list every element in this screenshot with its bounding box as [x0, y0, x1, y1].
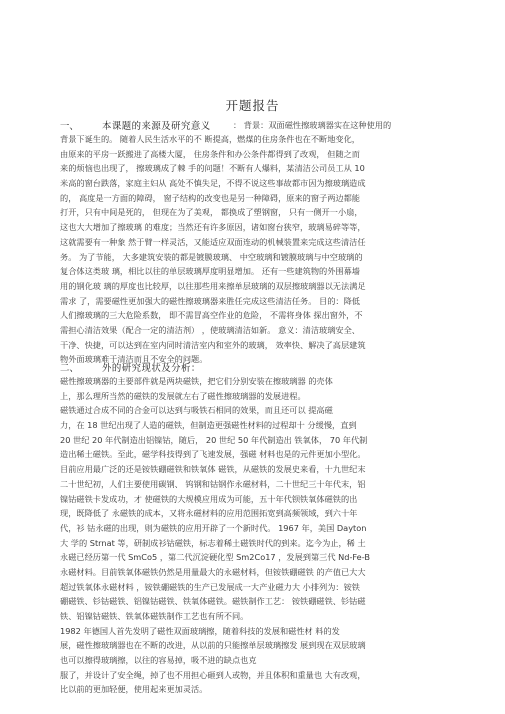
text-line: 超过铁氧体永磁材料 ，铵铁硼磁铁的生产已发展成一大产业磁力大 小排列为：铵铁	[60, 581, 360, 592]
text-line: 镍钴磁铁卡发成功，才 使磁铁的大规模应用成为可能，五十年代钡铁氧体磁铁的出	[60, 493, 358, 504]
text-line: 需求 了，需要磁性更加强大的磁性擦玻璃器来胜任完成这些清洁任务。 目的：降低	[60, 295, 360, 306]
text-line: 永磁已经历第一代 SmCo5 ，第二代沉淀硬化型 Sm2Co17 ，发展到第三代 Nd-Fe-B	[60, 552, 371, 563]
section-title: 外的研究现状及分析：	[102, 363, 201, 374]
text-line: 比以前的更加轻便，使用起来更加灵活。	[60, 684, 208, 695]
text-line: 磁铁通过合成不同的合金可以达到与吸铁石相同的效果，而且还可以 提高磁	[60, 405, 333, 416]
text-line: 造出稀土磁铁。至此，磁学科技得到了飞速发展，强磁 材料也是的元件更加小型化。	[60, 449, 366, 460]
text-line: 目前应用最广泛的还是铵铁硼磁铁和铁氧体 磁铁，从磁铁的发展史来看，十九世纪末	[60, 464, 366, 475]
text-line: 来的烦恼也出现了， 擦玻璃成了棘 手的问题！不断有人爆料，某清洁公司员工从 10	[60, 163, 365, 174]
text-line: 这也大大增加了擦玻璃 的难度；当然还有许多原因，诸如窗台狭窄，玻璃易碎等等，	[60, 222, 366, 233]
text-line: 磁性擦玻璃器的主要部件就是两块磁铁，把它们分别安装在擦玻璃器 的壳体	[60, 376, 333, 386]
section-body-2	[60, 374, 452, 697]
page-title: 开题报告	[225, 98, 280, 113]
text-line: 人们擦玻璃的三大危险系数， 即不需冒高空作业的危险， 不需将身体 探出窗外，不	[60, 310, 363, 321]
text-line: 务。 为了节能， 大多建筑安装的都是镀膜玻璃、 中空玻璃和镀膜玻璃与中空玻璃的	[60, 251, 363, 262]
text-line: 上，那么理所当然的磁铁的发展就左右了磁性擦玻璃器的发展进程。	[60, 390, 306, 401]
section-heading-1	[60, 118, 211, 132]
text-line: 硼磁铁、钐钴磁铁、铝镍钴磁铁、铁氧体磁铁。磁铁制作工艺： 铵铁硼磁铁、钐钴磁	[60, 596, 366, 607]
text-line: 干净、快捷，可以达到在室内同时清洁室内和室外的玻璃， 效率快、解决了高层建筑	[60, 339, 366, 350]
text-line: 服了，并设计了安全绳，掉了也不用担心砸到人或物，并且体积和重量也 大有改观，	[60, 669, 366, 680]
text-line: 由原来的平房一跃搬进了高楼大厦， 住房条件和办公条件都得到了改观， 但随之而	[60, 148, 360, 159]
text-line: 铁、铝镍钴磁铁、铁氧体磁铁制作工艺也有所不同。	[60, 611, 249, 621]
text-line: 背景下诞生的。 随着人民生活水平的不 断提高，燃煤的住房条件也在不断地变化，	[60, 134, 360, 144]
text-line: 这就需要有一种象 然于臂一样灵活，又能适应双面连动的机械装置来完成这些清洁任	[60, 236, 366, 247]
text-line: 代，衫 钴永磁的出现，则为磁铁的应用开辟了一个新时代。 1967 年，美国 Dayton	[60, 522, 367, 533]
text-line: 力，在 18 世纪出现了人造的磁铁，但制造更强磁性材料的过程却十 分缓慢，直到	[60, 420, 357, 431]
text-line: 也可以擦得玻璃擦，以往的容易掉，吸不进的缺点也克	[60, 655, 257, 666]
text-line: ： 背景：双面磁性擦玻璃器实在这种使用的	[233, 120, 392, 130]
text-line: 20 世纪 20 年代制造出铝镍钴，随后， 20 世纪 50 年代制造出 铁氧体， 70 年代制	[60, 434, 368, 445]
text-line: 现，既降低了 永磁铁的成本，又将永磁材料的应用范围拓宽到高频领域，到六十年	[60, 508, 358, 519]
text-line: 复合体这类玻 璃，相比以往的单层玻璃厚度明显增加。 还有一些建筑物的外围幕墙	[60, 266, 360, 277]
text-line: 用的钢化玻 璃的厚度也比较厚，以往那些用来擦单层玻璃的双层擦玻璃器以无法满足	[60, 280, 366, 291]
text-line: 需担心清洁效果（配合一定的清洁剂） ，使玻璃清洁如新。 意义：清洁玻璃安全、	[60, 324, 360, 335]
section-number: 一、	[60, 121, 79, 132]
section-heading-2	[60, 360, 201, 374]
text-line: 物外面玻璃难于清洁而且不安全的问题。	[60, 354, 208, 365]
text-line: 大 学的 Strnat 等，研制成衫钴磁铁，标志着稀土磁铁时代的到来。迄今为止，稀 土	[60, 537, 366, 548]
section-title: 本课题的来源及研究意义	[102, 121, 211, 132]
text-line: 的， 高度是一方面的障碍， 窗子结构的改变也是另一种障碍，原来的窗子两边都能	[60, 192, 360, 203]
text-line: 1982 年德国人首先发明了磁性双面玻璃擦，随着科技的发展和磁性材 料的发	[60, 625, 340, 636]
text-line: 米高的窗台跌落，家庭主妇从 高处不慎失足，不得不说这些事故都市因为擦玻璃造成	[60, 178, 366, 189]
text-line: 二十世纪初，人们主要使用碳钢、 钨钢和钴钢作永磁材料，二十世纪三十年代末，铝	[60, 478, 366, 489]
text-line: 展，磁性擦玻璃器也在不断的改进，从以前的只能擦单层玻璃擦发 展到现在双层玻璃	[60, 640, 366, 651]
section-number: 二、	[60, 363, 79, 374]
text-line: 永磁材料。目前铁氧体磁铁仍然是用量最大的永磁材料，但铵铁硼磁铁 的产值已大大	[60, 566, 366, 577]
text-line: 打开，只有中间是死的， 但现在为了美观， 都换成了塑钢窗， 只有一侧开一小扇，	[60, 207, 363, 218]
